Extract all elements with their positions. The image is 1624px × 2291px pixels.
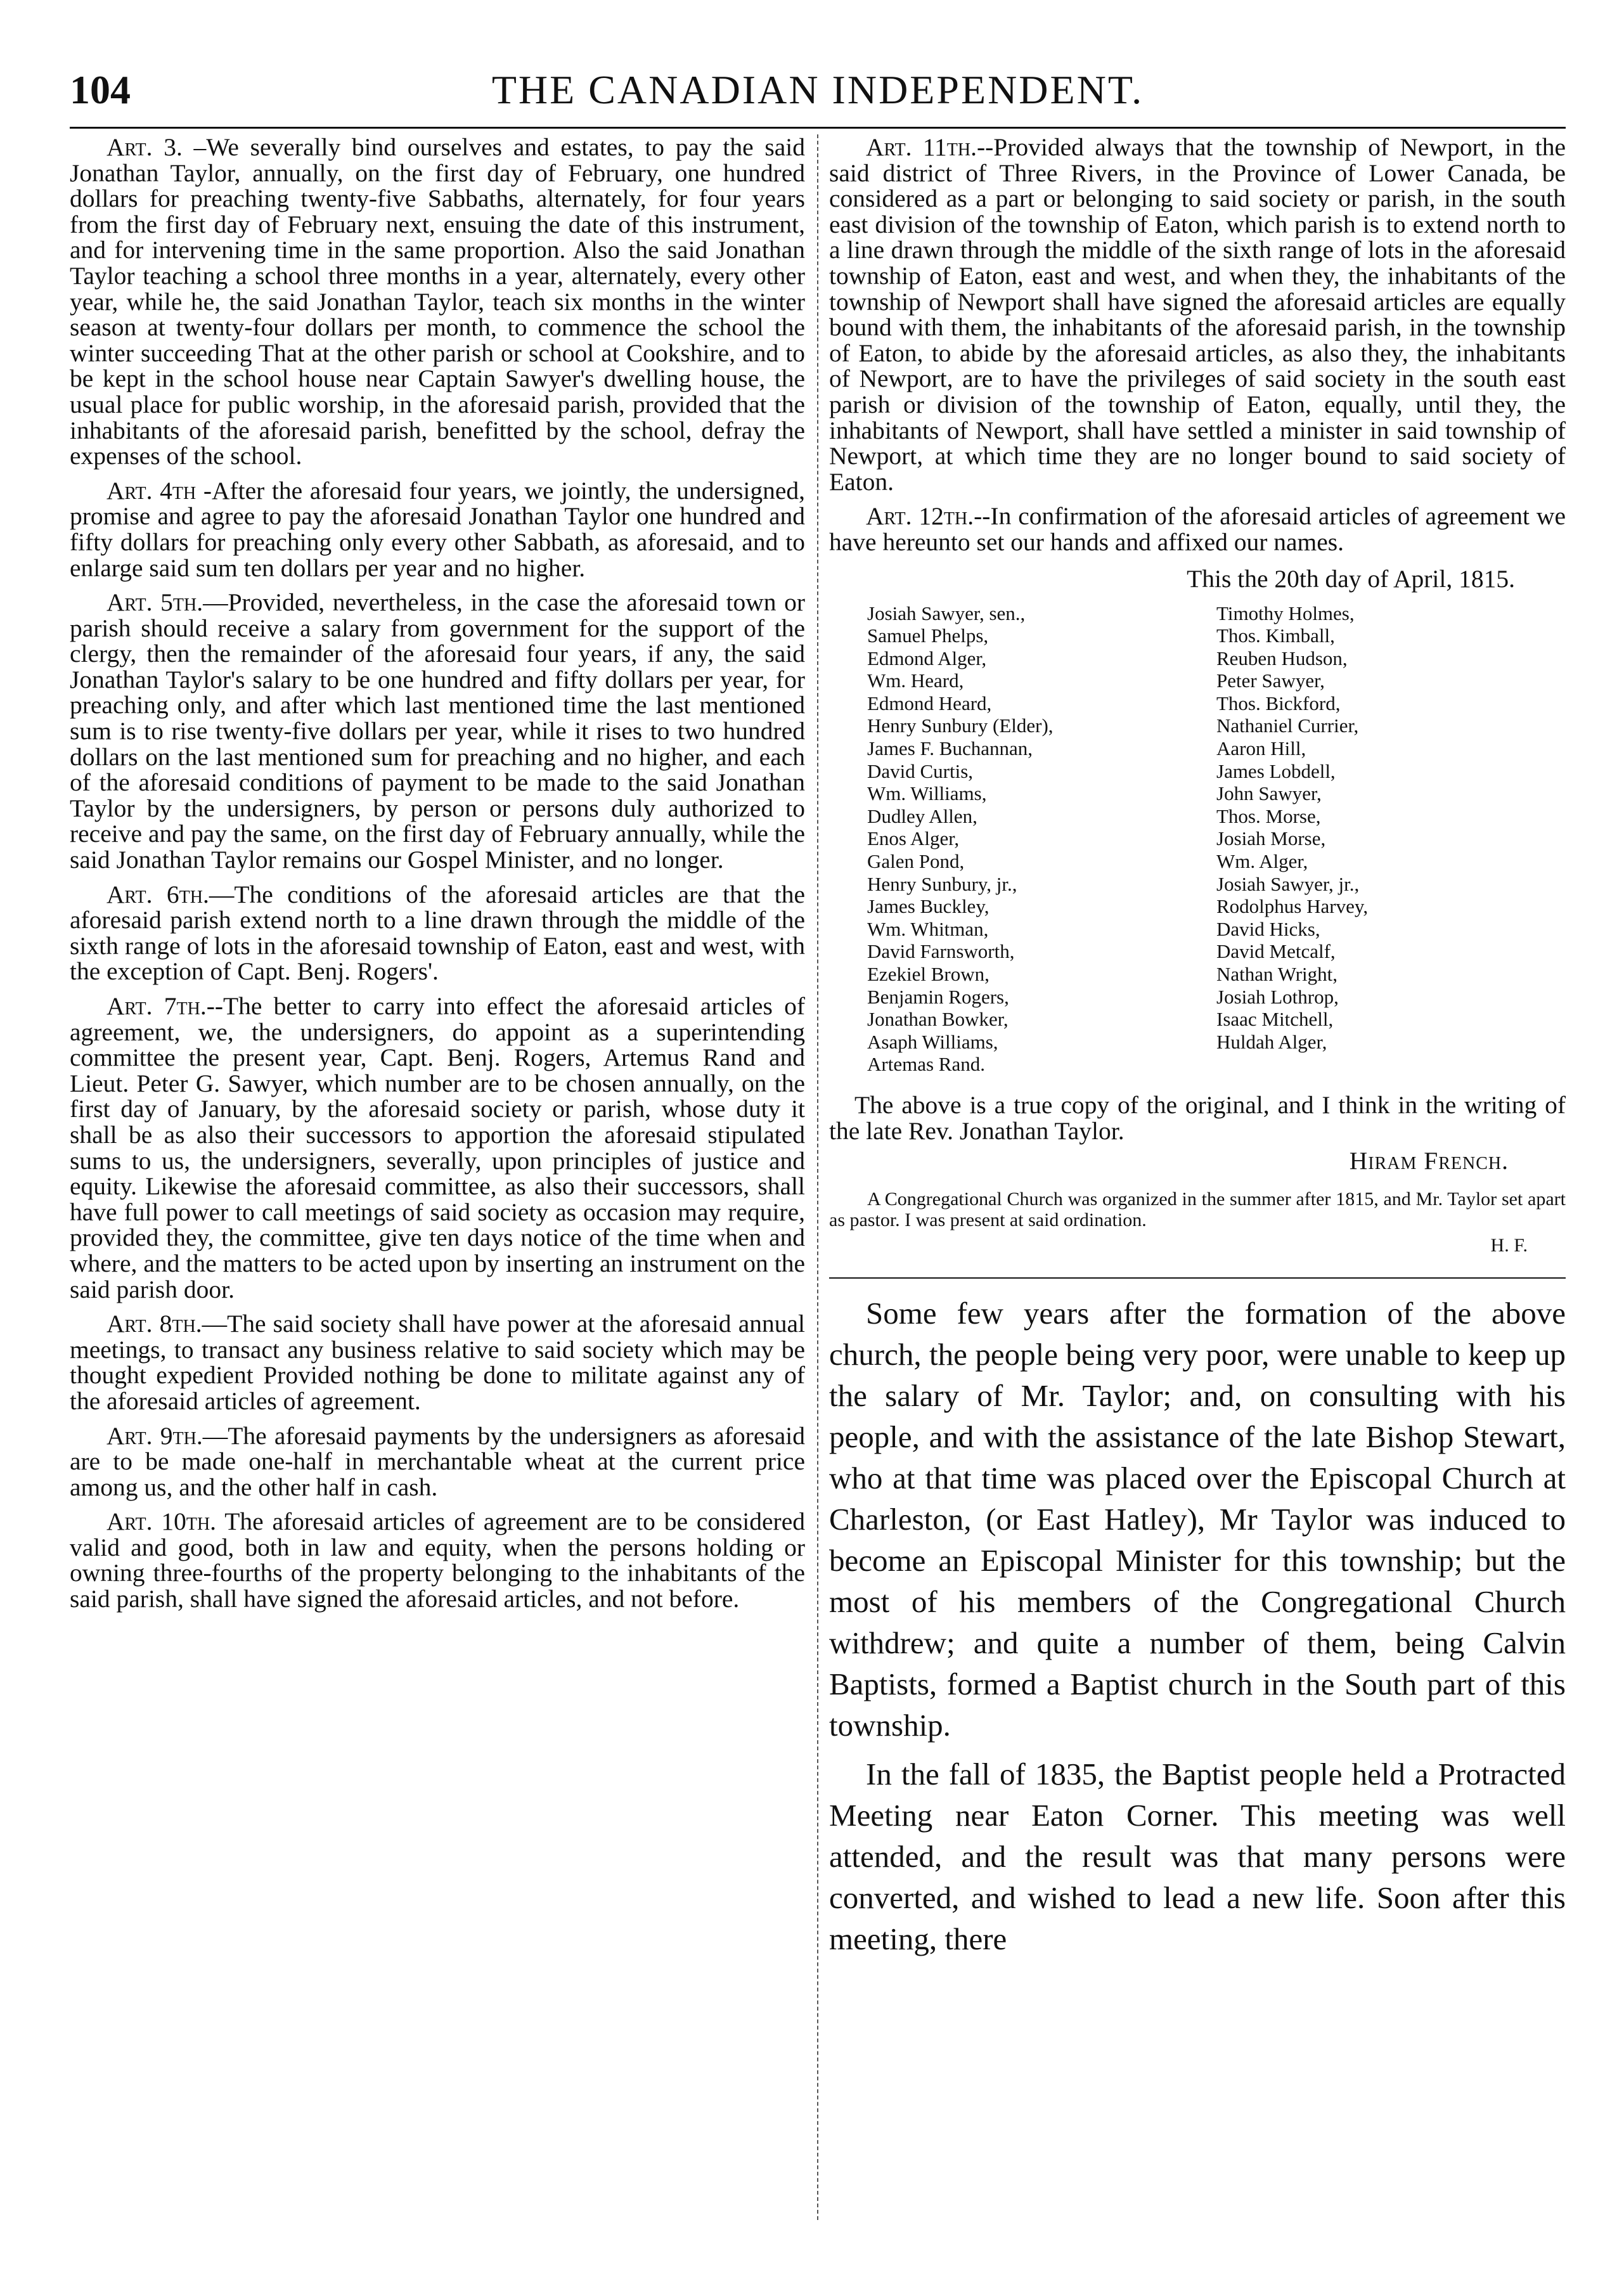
article-11: Art. 11th.--Provided always that the township of Newport, in the said district of Three Rivers, in the Province of Lower Canada, be considered as a part or belonging to said society or parish, in the south east division of the township of Eaton, which parish is to extend north to a line drawn through the middle of the sixth range of lots in the aforesaid township of Eaton, east and west, and when they, the inhabitants of the township of Newport shall have signed the aforesaid articles are equally bound with them, the inhabitants of the aforesaid parish, in the township of Eaton, to abide by the aforesaid articles, as also they, the inhabitants of Newport, are to have the privileges of said society in the south east parish or division of the township of Eaton, equally, until they, the inhabitants of Newport, shall have settled a minister in said township of Newport, at which time they are no longer bound to said society of Eaton.	[829, 133, 1566, 496]
signatory-name: David Farnsworth,	[867, 940, 1015, 963]
article-6: Art. 6th.—The conditions of the aforesaid articles are that the aforesaid parish extend north to a line drawn through the middle of the sixth range of lots in the aforesaid township of Eaton, east and west, with the exception of Capt. Benj. Rogers'.	[70, 880, 805, 986]
signatory-name: Benjamin Rogers,	[867, 985, 1009, 1008]
signatory-name: Aaron Hill,	[1216, 737, 1306, 760]
signatory-name: Wm. Whitman,	[867, 917, 989, 940]
signatory-name: Josiah Sawyer, jr.,	[1216, 872, 1360, 895]
signatory-name: Thos. Bickford,	[1216, 692, 1341, 714]
section-rule	[829, 1277, 1566, 1279]
signatory-name: Josiah Morse,	[1216, 827, 1326, 850]
signatory-name: Artemas Rand.	[867, 1053, 985, 1076]
signatory-name: Rodolphus Harvey,	[1216, 895, 1369, 918]
article-9: Art. 9th.—The aforesaid payments by the undersigners as aforesaid are to be made one-half in merchantable wheat at the current price among us, and the other half in cash.	[70, 1421, 805, 1501]
article-5: Art. 5th.—Provided, nevertheless, in the case the aforesaid town or parish should receive a salary from government for the support of the clergy, then the remainder of the aforesaid four years, if any, the said Jonathan Taylor's salary to be one hundred and fifty dollars per year, for preaching only, and after which last mentioned time the last mentioned sum is to rise twenty-five dollars per year, while it rises to two hundred dollars on the last mentioned sum for preaching and no higher, and each of the aforesaid conditions of payment to be made to the said Jonathan Taylor by the undersigners, by person or persons duly authorized to receive and pay the same, on the first day of February annually, while the said Jonathan Taylor remains our Gospel Minister, and no longer.	[70, 588, 805, 874]
signatory-name: Galen Pond,	[867, 850, 965, 873]
article-10: Art. 10th. The aforesaid articles of agreement are to be considered valid and good, both in law and equity, when the persons holding or owning three-fourths of the property belonging to the inhabitants of the said parish, shall have signed the aforesaid articles, and not before.	[70, 1507, 805, 1613]
column-divider	[817, 134, 818, 2220]
signatory-name: John Sawyer,	[1216, 782, 1322, 805]
signatory-name: Josiah Lothrop,	[1216, 985, 1339, 1008]
signatory-name: Thos. Kimball,	[1216, 624, 1335, 647]
signatory-name: David Metcalf,	[1216, 940, 1336, 963]
signatory-name: Wm. Williams,	[867, 782, 987, 805]
article-4: Art. 4th -After the aforesaid four years, we jointly, the undersigned, promise and agree to pay the aforesaid Jonathan Taylor one hundred and fifty dollars for preaching only every other Sabbath, as aforesaid, and to enlarge said sum ten dollars per year and no higher.	[70, 476, 806, 582]
signatory-name: Timothy Holmes,	[1216, 602, 1355, 624]
signatory-name: Wm. Alger,	[1216, 850, 1308, 873]
signatory-name: Dudley Allen,	[867, 804, 977, 827]
footnote: A Congregational Church was organized in the summer after 1815, and Mr. Taylor set apart as pastor. I was present at said ordination.	[829, 1188, 1566, 1230]
signatory-name: Asaph Williams,	[867, 1030, 998, 1053]
signatory-name: Nathaniel Currier,	[1216, 714, 1359, 737]
footnote-initials: H. F.	[1490, 1234, 1528, 1256]
signatory-name: Edmond Alger,	[867, 647, 987, 669]
signatory-name: James F. Buchannan,	[867, 737, 1033, 760]
left-column	[70, 134, 805, 1621]
article-7: Art. 7th.--The better to carry into effect the aforesaid articles of agreement, we, the undersigners, do appoint as a superintending committee the present year, Capt. Benj. Rogers, Artemus Rand and Lieut. Peter G. Sawyer, which number are to be chosen annually, on the first day of January, by the aforesaid society or parish, whose duty it shall be as also their successors to apportion the aforesaid stipulated sums to us, the undersigners, severally, upon principles of justice and equity. Likewise the aforesaid committee, as also their successors, shall have full power to call meetings of said society as occasion may require, provided they, the committee, give ten days notice of the time when and where, and the matters to be acted upon by inserting an instrument on the said parish door.	[70, 992, 805, 1303]
signatory-name: Jonathan Bowker,	[867, 1008, 1009, 1031]
signatory-name: Reuben Hudson,	[1216, 647, 1348, 669]
article-8: Art. 8th.—The said society shall have power at the aforesaid annual meetings, to transact any business relative to said society which may be thought expedient Provided nothing be done to militate against any of the aforesaid articles of agreement.	[70, 1310, 805, 1415]
signatory-name: Ezekiel Brown,	[867, 963, 989, 985]
signatory-name: Samuel Phelps,	[867, 624, 989, 647]
signatories-right-column	[1216, 602, 1566, 1076]
signatory-name: Wm. Heard,	[867, 669, 964, 692]
header-rule	[70, 127, 1566, 129]
signatory-name: James Lobdell,	[1216, 759, 1336, 782]
page-header	[70, 58, 1566, 122]
page-number: 104	[70, 67, 131, 112]
signatory-name: Thos. Morse,	[1216, 804, 1321, 827]
signatory-name: Josiah Sawyer, sen.,	[867, 602, 1026, 624]
attestation: The above is a true copy of the original, and I think in the writing of the late Rev. Jonathan Taylor.	[829, 1090, 1566, 1145]
publication-title: THE CANADIAN INDEPENDENT.	[491, 67, 1144, 112]
narrative-paragraph-1: Some few years after the formation of the above church, the people being very poor, were unable to keep up the salary of Mr. Taylor; and, on consulting with his people, and with the assistance of the late Bishop Stewart, who at that time was placed over the Episcopal Church at Charleston, (or East Hatley), Mr Taylor was induced to become an Episcopal Minister for this township; but the most of his members of the Congregational Church withdrew; and quite a number of them, being Calvin Baptists, formed a Baptist church in the South part of this township.	[829, 1295, 1566, 1743]
signatory-name: Nathan Wright,	[1216, 963, 1338, 985]
signatories-left-column	[867, 602, 1216, 1076]
signatory-name: Isaac Mitchell,	[1216, 1008, 1334, 1031]
signatory-name: Henry Sunbury, jr.,	[867, 872, 1017, 895]
signatory-name: David Hicks,	[1216, 917, 1320, 940]
signatory-name: Henry Sunbury (Elder),	[867, 714, 1054, 737]
attestation-signature: Hiram French.	[1349, 1146, 1509, 1175]
narrative-paragraph-2: In the fall of 1835, the Baptist people held a Protracted Meeting near Eaton Corner. This meeting was well attended, and the result was that many persons were converted, and wished to lead a new life. Soon after this meeting, there	[829, 1756, 1566, 1956]
signatory-name: Peter Sawyer,	[1216, 669, 1325, 692]
signatory-name: James Buckley,	[867, 895, 989, 918]
article-12: Art. 12th.--In confirmation of the aforesaid articles of agreement we have hereunto set our hands and affixed our names.	[829, 502, 1566, 556]
signatory-name: Enos Alger,	[867, 827, 960, 850]
date-line: This the 20th day of April, 1815.	[1187, 564, 1515, 593]
right-column	[829, 134, 1566, 1967]
signatories	[867, 602, 1566, 1076]
article-3: Art. 3. –We severally bind ourselves and estates, to pay the said Jonathan Taylor, annually, on the first day of February, one hundred dollars for preaching twenty-five Sabbaths, alternately, for four years from the first day of February next, ensuing the date of this instrument, and for intervening time in the same proportion. Also the said Jonathan Taylor teaching a school three months in a year, alternately, every other year, while he, the said Jonathan Taylor, teach six months in the winter season at twenty-four dollars per month, to commence the school the winter succeeding That at the other parish or school at Cookshire, and to be kept in the school house near Captain Sawyer's dwelling house, the usual place for public worship, in the aforesaid parish, provided that the inhabitants of the aforesaid parish, benefitted by the school, defray the expenses of the school.	[70, 133, 806, 470]
signatory-name: David Curtis,	[867, 759, 974, 782]
signatory-name: Edmond Heard,	[867, 692, 992, 714]
signatory-name: Huldah Alger,	[1216, 1030, 1327, 1053]
